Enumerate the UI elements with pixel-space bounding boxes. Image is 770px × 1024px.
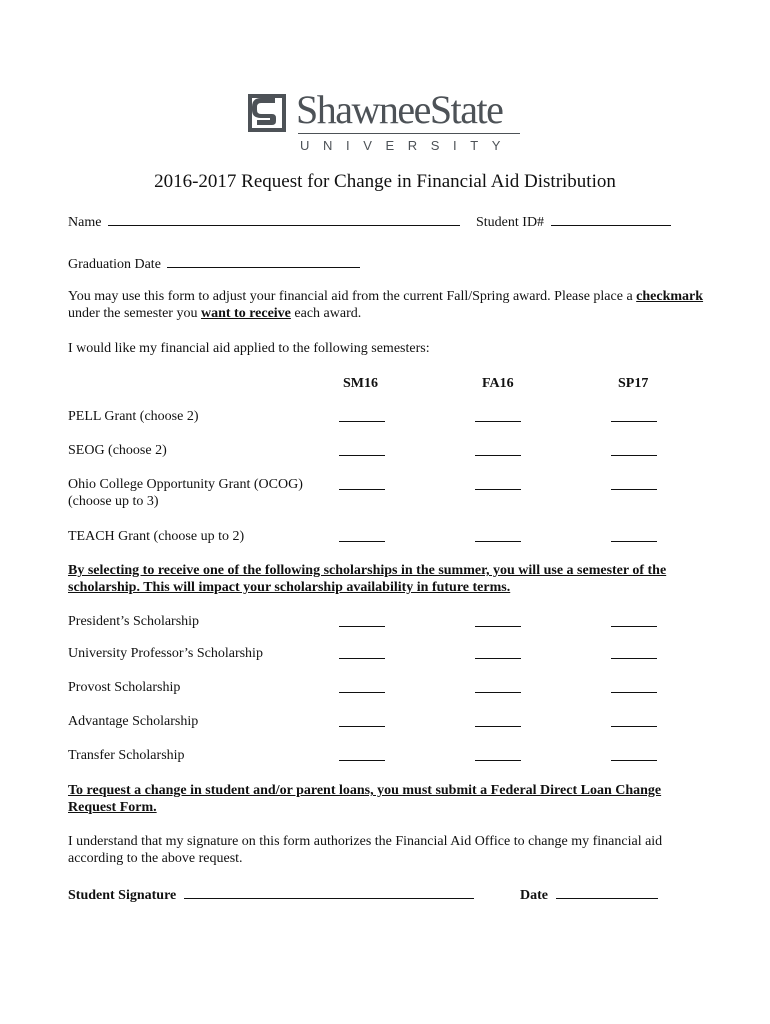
transfer-sp17-blank[interactable] — [611, 760, 657, 761]
scholarship-label-transfer: Transfer Scholarship — [68, 748, 185, 763]
provost-sp17-blank[interactable] — [611, 692, 657, 693]
graduation-date-field[interactable] — [167, 254, 360, 268]
semester-header-fa16: FA16 — [482, 376, 514, 391]
student-id-label: Student ID# — [476, 215, 545, 230]
president-sm16-blank[interactable] — [339, 626, 385, 627]
name-label: Name — [68, 215, 102, 230]
grant-label-teach: TEACH Grant (choose up to 2) — [68, 529, 245, 544]
ocog-sm16-blank[interactable] — [339, 489, 385, 490]
grant-label-ocog-line2: (choose up to 3) — [68, 494, 159, 509]
name-row — [68, 212, 460, 231]
ocog-fa16-blank[interactable] — [475, 489, 521, 490]
grant-label-seog: SEOG (choose 2) — [68, 443, 167, 458]
teach-sp17-blank[interactable] — [611, 541, 657, 542]
seog-sp17-blank[interactable] — [611, 455, 657, 456]
graduation-label: Graduation Date — [68, 257, 161, 272]
date-field[interactable] — [556, 885, 658, 899]
transfer-sm16-blank[interactable] — [339, 760, 385, 761]
president-fa16-blank[interactable] — [475, 626, 521, 627]
president-sp17-blank[interactable] — [611, 626, 657, 627]
professor-fa16-blank[interactable] — [475, 658, 521, 659]
seog-fa16-blank[interactable] — [475, 455, 521, 456]
advantage-fa16-blank[interactable] — [475, 726, 521, 727]
intro-want-to-receive: want to receive — [200, 306, 291, 321]
university-logo — [248, 87, 523, 154]
grant-label-pell: PELL Grant (choose 2) — [68, 409, 199, 424]
logo-subtitle: UNIVERSITY — [300, 138, 515, 153]
seog-sm16-blank[interactable] — [339, 455, 385, 456]
intro-text-3: each award. — [290, 306, 362, 321]
professor-sm16-blank[interactable] — [339, 658, 385, 659]
applied-text: I would like my financial aid applied to the following semesters: — [68, 341, 430, 356]
intro-text-2: under the semester you — [68, 306, 201, 321]
loan-notice: To request a change in student and/or parent loans, you must submit a Federal Direct Loan Change Request Form. — [68, 783, 662, 815]
logo-s-mark — [248, 94, 286, 132]
teach-fa16-blank[interactable] — [475, 541, 521, 542]
provost-sm16-blank[interactable] — [339, 692, 385, 693]
pell-sm16-blank[interactable] — [339, 421, 385, 422]
scholarship-label-professor: University Professor’s Scholarship — [68, 646, 263, 661]
ocog-sp17-blank[interactable] — [611, 489, 657, 490]
advantage-sp17-blank[interactable] — [611, 726, 657, 727]
signature-field[interactable] — [184, 885, 474, 899]
student-id-row — [476, 212, 671, 231]
intro-checkmark: checkmark — [636, 289, 704, 304]
provost-fa16-blank[interactable] — [475, 692, 521, 693]
professor-sp17-blank[interactable] — [611, 658, 657, 659]
signature-label: Student Signature — [68, 888, 177, 903]
intro-paragraph — [68, 288, 708, 322]
logo-rule — [298, 133, 520, 134]
semester-header-sm16: SM16 — [343, 376, 378, 391]
logo-wordmark: ShawneeState — [296, 87, 503, 132]
scholarship-label-advantage: Advantage Scholarship — [68, 714, 199, 729]
semester-header-sp17: SP17 — [618, 376, 649, 391]
date-label: Date — [520, 888, 548, 903]
advantage-sm16-blank[interactable] — [339, 726, 385, 727]
page-title: 2016-2017 Request for Change in Financial Aid Distribution — [154, 171, 616, 192]
name-field[interactable] — [108, 212, 460, 226]
understand-paragraph: I understand that my signature on this form authorizes the Financial Aid Office to change my financial aid according to the above request. — [68, 834, 663, 866]
date-row — [520, 885, 658, 904]
grant-label-ocog: Ohio College Opportunity Grant (OCOG) — [68, 477, 303, 492]
scholarship-label-provost: Provost Scholarship — [68, 680, 181, 695]
scholarship-notice: By selecting to receive one of the following scholarships in the summer, you will use a semester of the scholarship. This will impact your scholarship availability in future terms. — [68, 563, 667, 595]
transfer-fa16-blank[interactable] — [475, 760, 521, 761]
signature-row — [68, 885, 474, 904]
graduation-row — [68, 254, 360, 273]
pell-fa16-blank[interactable] — [475, 421, 521, 422]
pell-sp17-blank[interactable] — [611, 421, 657, 422]
scholarship-label-president: President’s Scholarship — [68, 614, 200, 629]
student-id-field[interactable] — [551, 212, 671, 226]
intro-text-1: You may use this form to adjust your financial aid from the current Fall/Spring award. Please place a — [68, 289, 637, 304]
teach-sm16-blank[interactable] — [339, 541, 385, 542]
